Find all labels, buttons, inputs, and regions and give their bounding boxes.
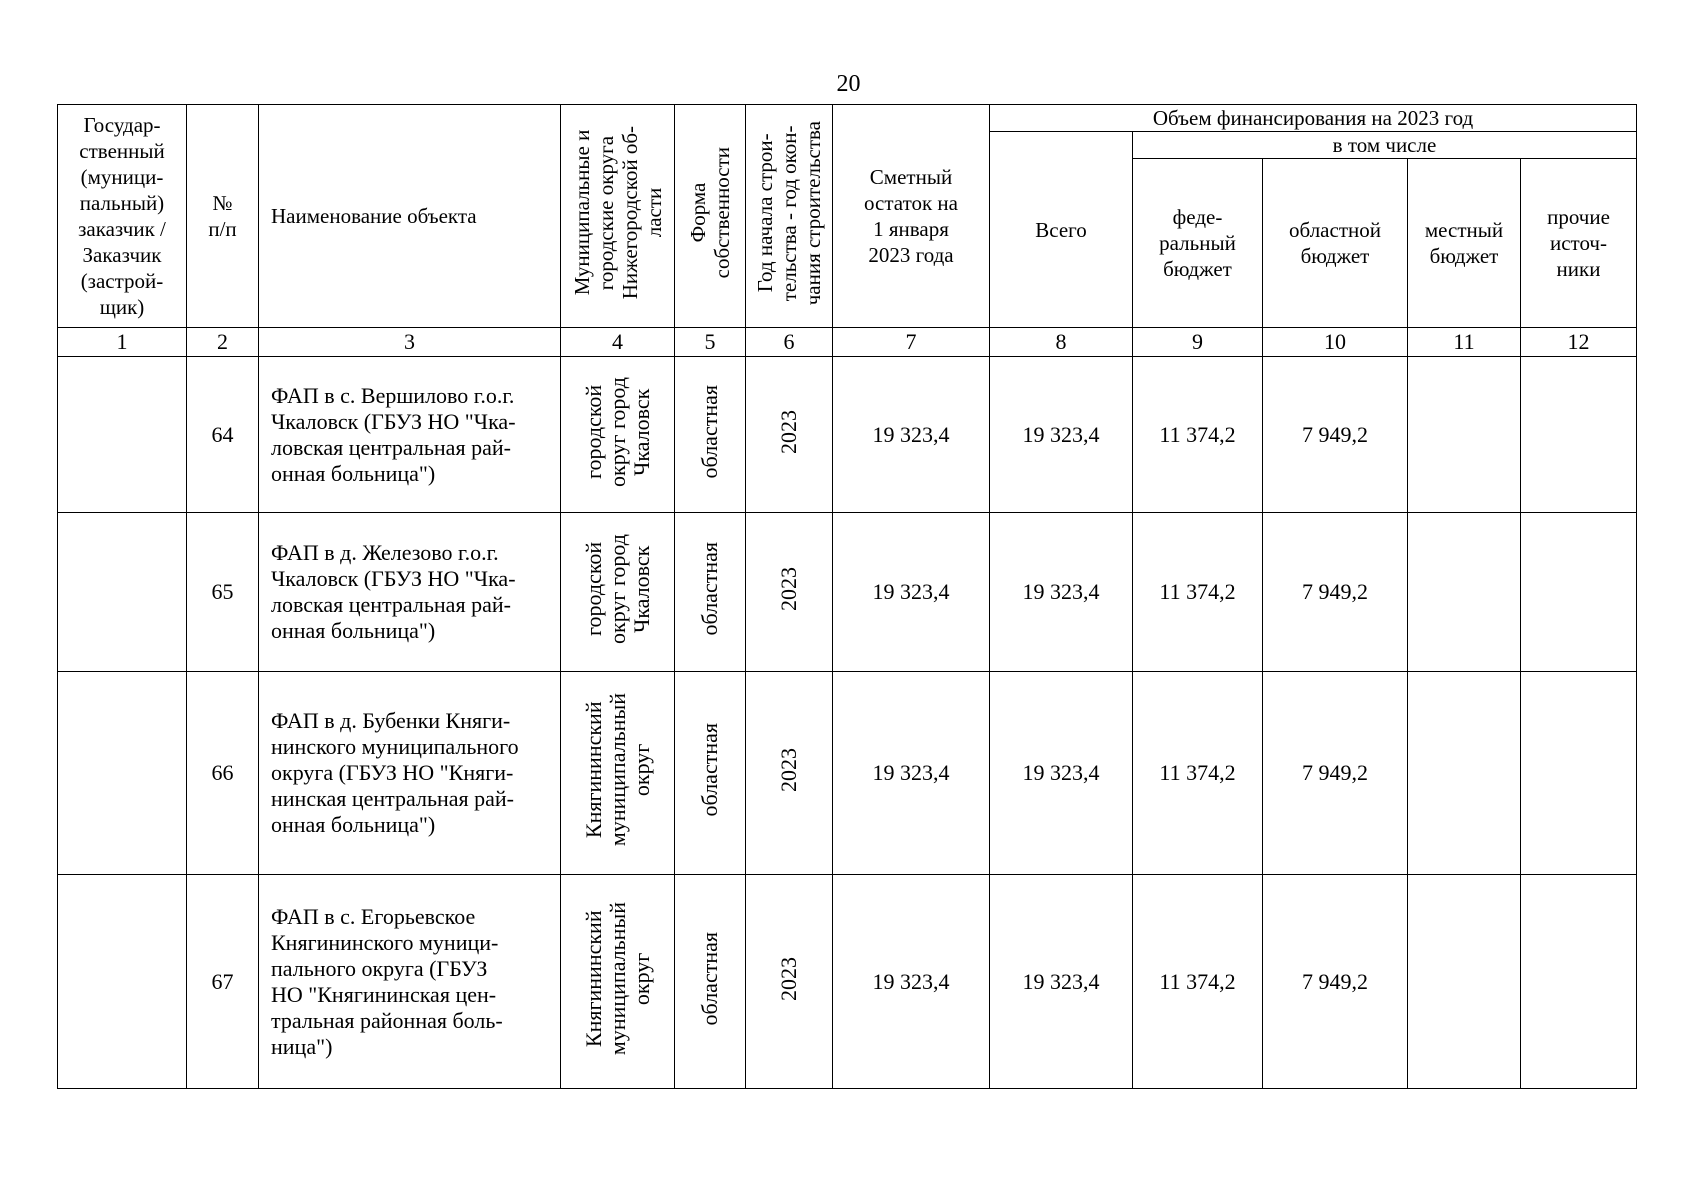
cell-customer xyxy=(58,875,187,1089)
table-row xyxy=(58,513,1637,672)
column-number: 2 xyxy=(187,328,259,357)
cell-ownership: областная xyxy=(675,513,746,672)
page-number: 20 xyxy=(836,71,861,97)
table-row xyxy=(58,672,1637,875)
cell-municipality: городской округ город Чкаловск xyxy=(561,357,675,513)
cell-local xyxy=(1408,357,1521,513)
cell-customer xyxy=(58,513,187,672)
cell-other xyxy=(1521,672,1637,875)
cell-customer xyxy=(58,672,187,875)
header-row-1 xyxy=(58,105,1637,132)
cell-total: 19 323,4 xyxy=(990,513,1133,672)
cell-municipality: Княгининский муниципальный округ xyxy=(561,875,675,1089)
cell-federal: 11 374,2 xyxy=(1133,513,1263,672)
header-including: в том числе xyxy=(1133,132,1637,159)
header-other: прочие источ- ники xyxy=(1521,159,1637,328)
cell-number: 66 xyxy=(187,672,259,875)
cell-object-name: ФАП в д. Железово г.о.г. Чкаловск (ГБУЗ НО "Чка- ловская центральная рай- онная больница") xyxy=(259,513,561,672)
table-row xyxy=(58,357,1637,513)
column-number: 5 xyxy=(675,328,746,357)
cell-total: 19 323,4 xyxy=(990,875,1133,1089)
cell-number: 67 xyxy=(187,875,259,1089)
cell-regional: 7 949,2 xyxy=(1263,513,1408,672)
cell-object-name: ФАП в д. Бубенки Княги- нинского муниципального округа (ГБУЗ НО "Княги- нинская центральная рай- онная больница") xyxy=(259,672,561,875)
cell-ownership: областная xyxy=(675,357,746,513)
cell-regional: 7 949,2 xyxy=(1263,357,1408,513)
cell-years: 2023 xyxy=(746,672,833,875)
cell-other xyxy=(1521,513,1637,672)
table-row xyxy=(58,875,1637,1089)
column-number: 1 xyxy=(58,328,187,357)
column-number: 11 xyxy=(1408,328,1521,357)
cell-local xyxy=(1408,513,1521,672)
cell-ownership: областная xyxy=(675,672,746,875)
cell-number: 64 xyxy=(187,357,259,513)
cell-municipality: городской округ город Чкаловск xyxy=(561,513,675,672)
column-number: 12 xyxy=(1521,328,1637,357)
cell-estimate-balance: 19 323,4 xyxy=(833,875,990,1089)
financing-table xyxy=(57,104,1637,1089)
cell-local xyxy=(1408,672,1521,875)
column-number: 4 xyxy=(561,328,675,357)
cell-total: 19 323,4 xyxy=(990,672,1133,875)
cell-customer xyxy=(58,357,187,513)
cell-object-name: ФАП в с. Вершилово г.о.г. Чкаловск (ГБУЗ НО "Чка- ловская центральная рай- онная больница") xyxy=(259,357,561,513)
cell-federal: 11 374,2 xyxy=(1133,357,1263,513)
header-local: местный бюджет xyxy=(1408,159,1521,328)
cell-years: 2023 xyxy=(746,513,833,672)
cell-other xyxy=(1521,357,1637,513)
cell-local xyxy=(1408,875,1521,1089)
cell-federal: 11 374,2 xyxy=(1133,875,1263,1089)
column-number-row xyxy=(58,328,1637,357)
column-number: 6 xyxy=(746,328,833,357)
column-number: 10 xyxy=(1263,328,1408,357)
cell-total: 19 323,4 xyxy=(990,357,1133,513)
header-number: № п/п xyxy=(187,105,259,328)
header-estimate-balance: Сметный остаток на 1 января 2023 года xyxy=(833,105,990,328)
cell-municipality: Княгининский муниципальный округ xyxy=(561,672,675,875)
cell-estimate-balance: 19 323,4 xyxy=(833,672,990,875)
cell-estimate-balance: 19 323,4 xyxy=(833,513,990,672)
cell-number: 65 xyxy=(187,513,259,672)
cell-federal: 11 374,2 xyxy=(1133,672,1263,875)
header-customer: Государ- ственный (муници- пальный) заказчик / Заказчик (застрой- щик) xyxy=(58,105,187,328)
cell-years: 2023 xyxy=(746,875,833,1089)
cell-regional: 7 949,2 xyxy=(1263,672,1408,875)
cell-regional: 7 949,2 xyxy=(1263,875,1408,1089)
header-regional: областной бюджет xyxy=(1263,159,1408,328)
header-object-name: Наименование объекта xyxy=(259,105,561,328)
header-ownership: Форма собственности xyxy=(675,105,746,328)
cell-object-name: ФАП в с. Егорьевское Княгининского муници- пального округа (ГБУЗ НО "Княгининская цен- тральная районная боль- ница") xyxy=(259,875,561,1089)
cell-other xyxy=(1521,875,1637,1089)
column-number: 8 xyxy=(990,328,1133,357)
header-funding-volume: Объем финансирования на 2023 год xyxy=(990,105,1637,132)
column-number: 3 xyxy=(259,328,561,357)
column-number: 9 xyxy=(1133,328,1263,357)
header-federal: феде- ральный бюджет xyxy=(1133,159,1263,328)
column-number: 7 xyxy=(833,328,990,357)
header-total: Всего xyxy=(990,132,1133,328)
cell-years: 2023 xyxy=(746,357,833,513)
cell-estimate-balance: 19 323,4 xyxy=(833,357,990,513)
header-municipality: Муниципальные и городские округа Нижегородской об- ласти xyxy=(561,105,675,328)
cell-ownership: областная xyxy=(675,875,746,1089)
header-years: Год начала строи- тельства - год окон- чания строительства xyxy=(746,105,833,328)
